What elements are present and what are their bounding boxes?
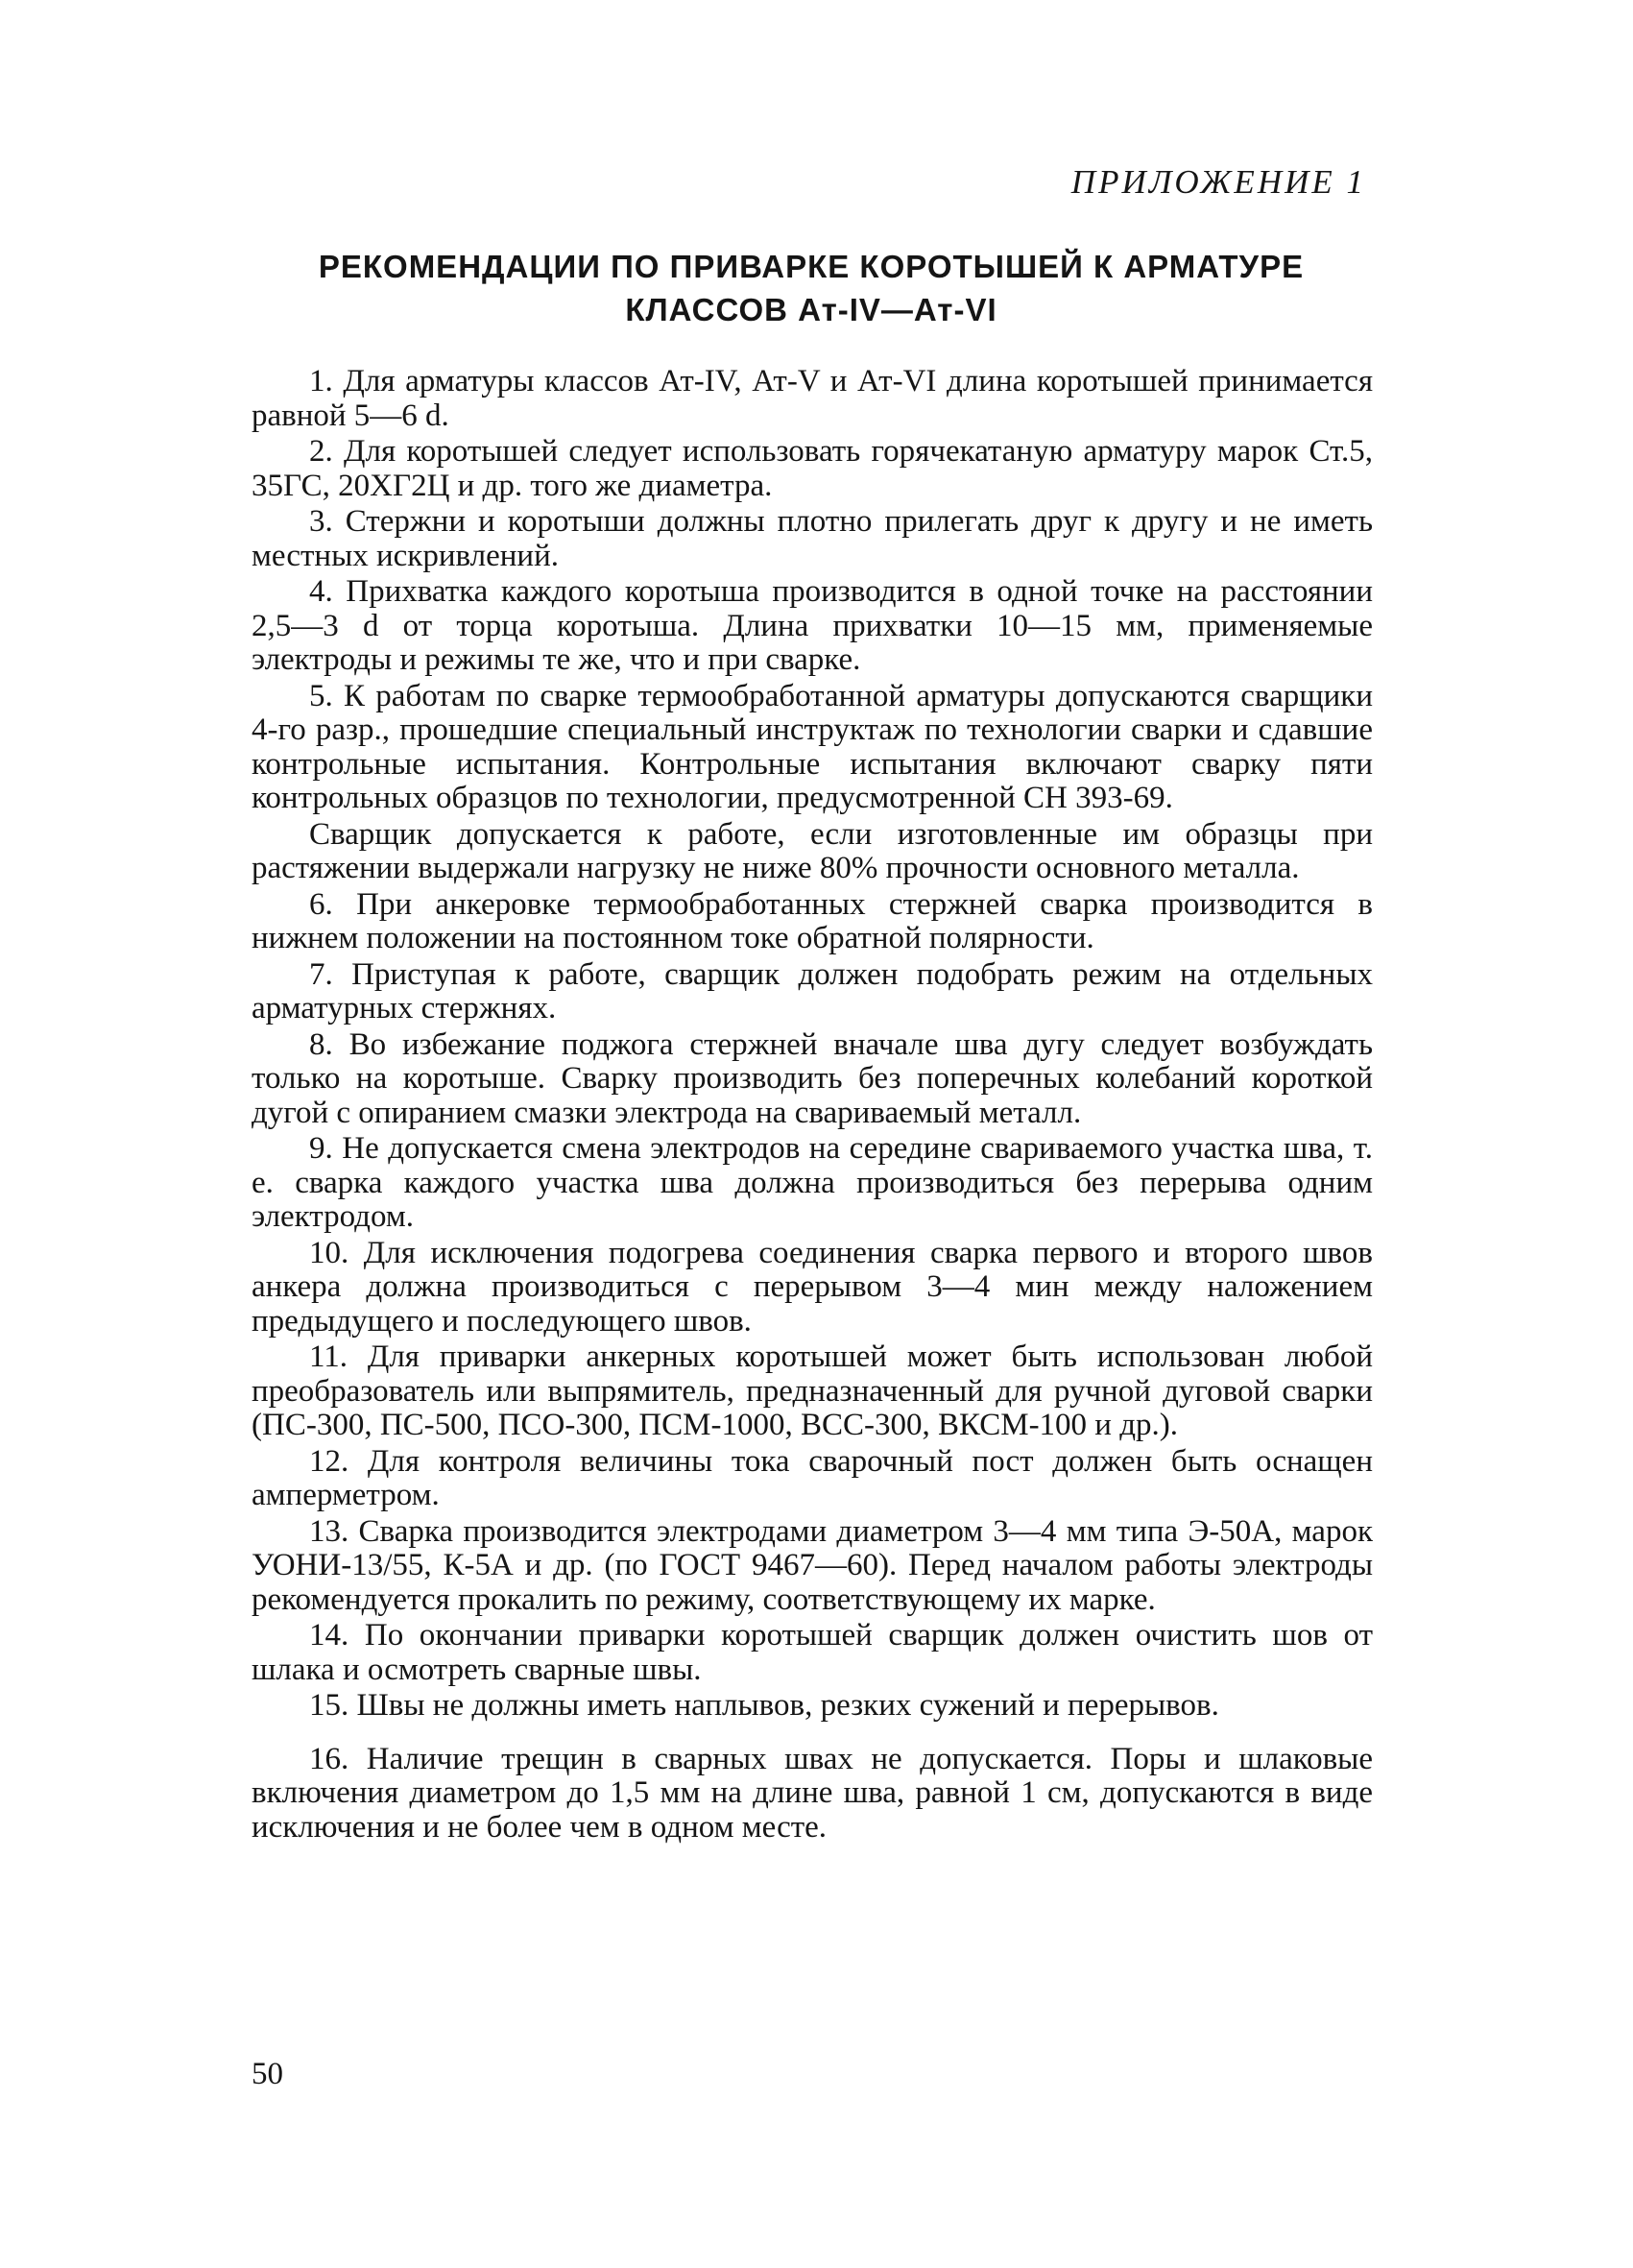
paragraph-12: 12. Для контроля величины тока сварочный пост должен быть оснащен амперметром. — [252, 1443, 1373, 1512]
paragraph-3: 3. Стержни и коротыши должны плотно прилегать друг к другу и не иметь местных искривлений. — [252, 504, 1373, 573]
paragraph-5: 5. К работам по сварке термообработанной арматуры допускаются сварщики 4-го разр., прошедшие специальный инструктаж по технологии сварки и сдавшие контрольные испытания. Контрольные испытания включают сварку пяти контрольных образцов по технологии, предусмотренной СН 393-69. — [252, 678, 1373, 815]
paragraph-9: 9. Не допускается смена электродов на середине свариваемого участка шва, т. е. сварка каждого участка шва должна производиться без перерыва одним электродом. — [252, 1131, 1373, 1234]
document-title — [250, 245, 1373, 331]
appendix-label: ПРИЛОЖЕНИЕ 1 — [1070, 163, 1366, 201]
paragraph-15: 15. Швы не должны иметь наплывов, резких сужений и перерывов. — [309, 1688, 1219, 1723]
paragraph-16: 16. Наличие трещин в сварных швах не допускается. Поры и шлаковые включения диаметром до 1,5 мм на длине шва, равной 1 см, допускаются в виде исключения и не более чем в одном месте. — [252, 1741, 1373, 1845]
paragraph-6: 6. При анкеровке термообработанных стержней сварка производится в нижнем положении на постоянном токе обратной полярности. — [252, 886, 1373, 955]
title-line-2: КЛАССОВ Ат-IV—Ат-VI — [625, 292, 997, 327]
paragraph-1: 1. Для арматуры классов Ат-IV, Ат-V и Ат-VI длина коротышей принимается равной 5—6 d. — [252, 364, 1373, 433]
page-number: 50 — [252, 2057, 283, 2091]
paragraph-7: 7. Приступая к работе, сварщик должен подобрать режим на отдельных арматурных стержнях. — [252, 956, 1373, 1025]
paragraph-8: 8. Во избежание поджога стержней вначале шва дугу следует возбуждать только на коротыше. Сварку производить без поперечных колебаний короткой дугой с опиранием смазки электрода на свариваемый металл. — [252, 1026, 1373, 1130]
paragraph-14: 14. По окончании приварки коротышей сварщик должен очистить шов от шлака и осмотреть сварные швы. — [252, 1618, 1373, 1687]
paragraph-2: 2. Для коротышей следует использовать горячекатаную арматуру марок Ст.5, 35ГС, 20ХГ2Ц и др. того же диаметра. — [252, 434, 1373, 503]
title-line-1: РЕКОМЕНДАЦИИ ПО ПРИВАРКЕ КОРОТЫШЕЙ К АРМАТУРЕ — [318, 249, 1305, 284]
paragraph-13: 13. Сварка производится электродами диаметром 3—4 мм типа Э-50А, марок УОНИ-13/55, К-5А и др. (по ГОСТ 9467—60). Перед началом работы электроды рекомендуется прокалить по режиму, соответствующему их марке. — [252, 1513, 1373, 1617]
paragraph-4: 4. Прихватка каждого коротыша производится в одной точке на расстоянии 2,5—3 d от торца коротыша. Длина прихватки 10—15 мм, применяемые электроды и режимы те же, что и при сварке. — [252, 574, 1373, 677]
paragraph-10: 10. Для исключения подогрева соединения сварка первого и второго швов анкера должна производиться с перерывом 3—4 мин между наложением предыдущего и последующего швов. — [252, 1235, 1373, 1339]
paragraph-5-continued: Сварщик допускается к работе, если изготовленные им образцы при растяжении выдержали нагрузку не ниже 80% прочности основного металла. — [252, 816, 1373, 885]
paragraph-11: 11. Для приварки анкерных коротышей может быть использован любой преобразователь или выпрямитель, предназначенный для ручной дуговой сварки (ПС-300, ПС-500, ПСО-300, ПСМ-1000, ВСС-300, ВКСМ-100 и др.). — [252, 1339, 1373, 1442]
document-body — [252, 365, 1373, 1846]
